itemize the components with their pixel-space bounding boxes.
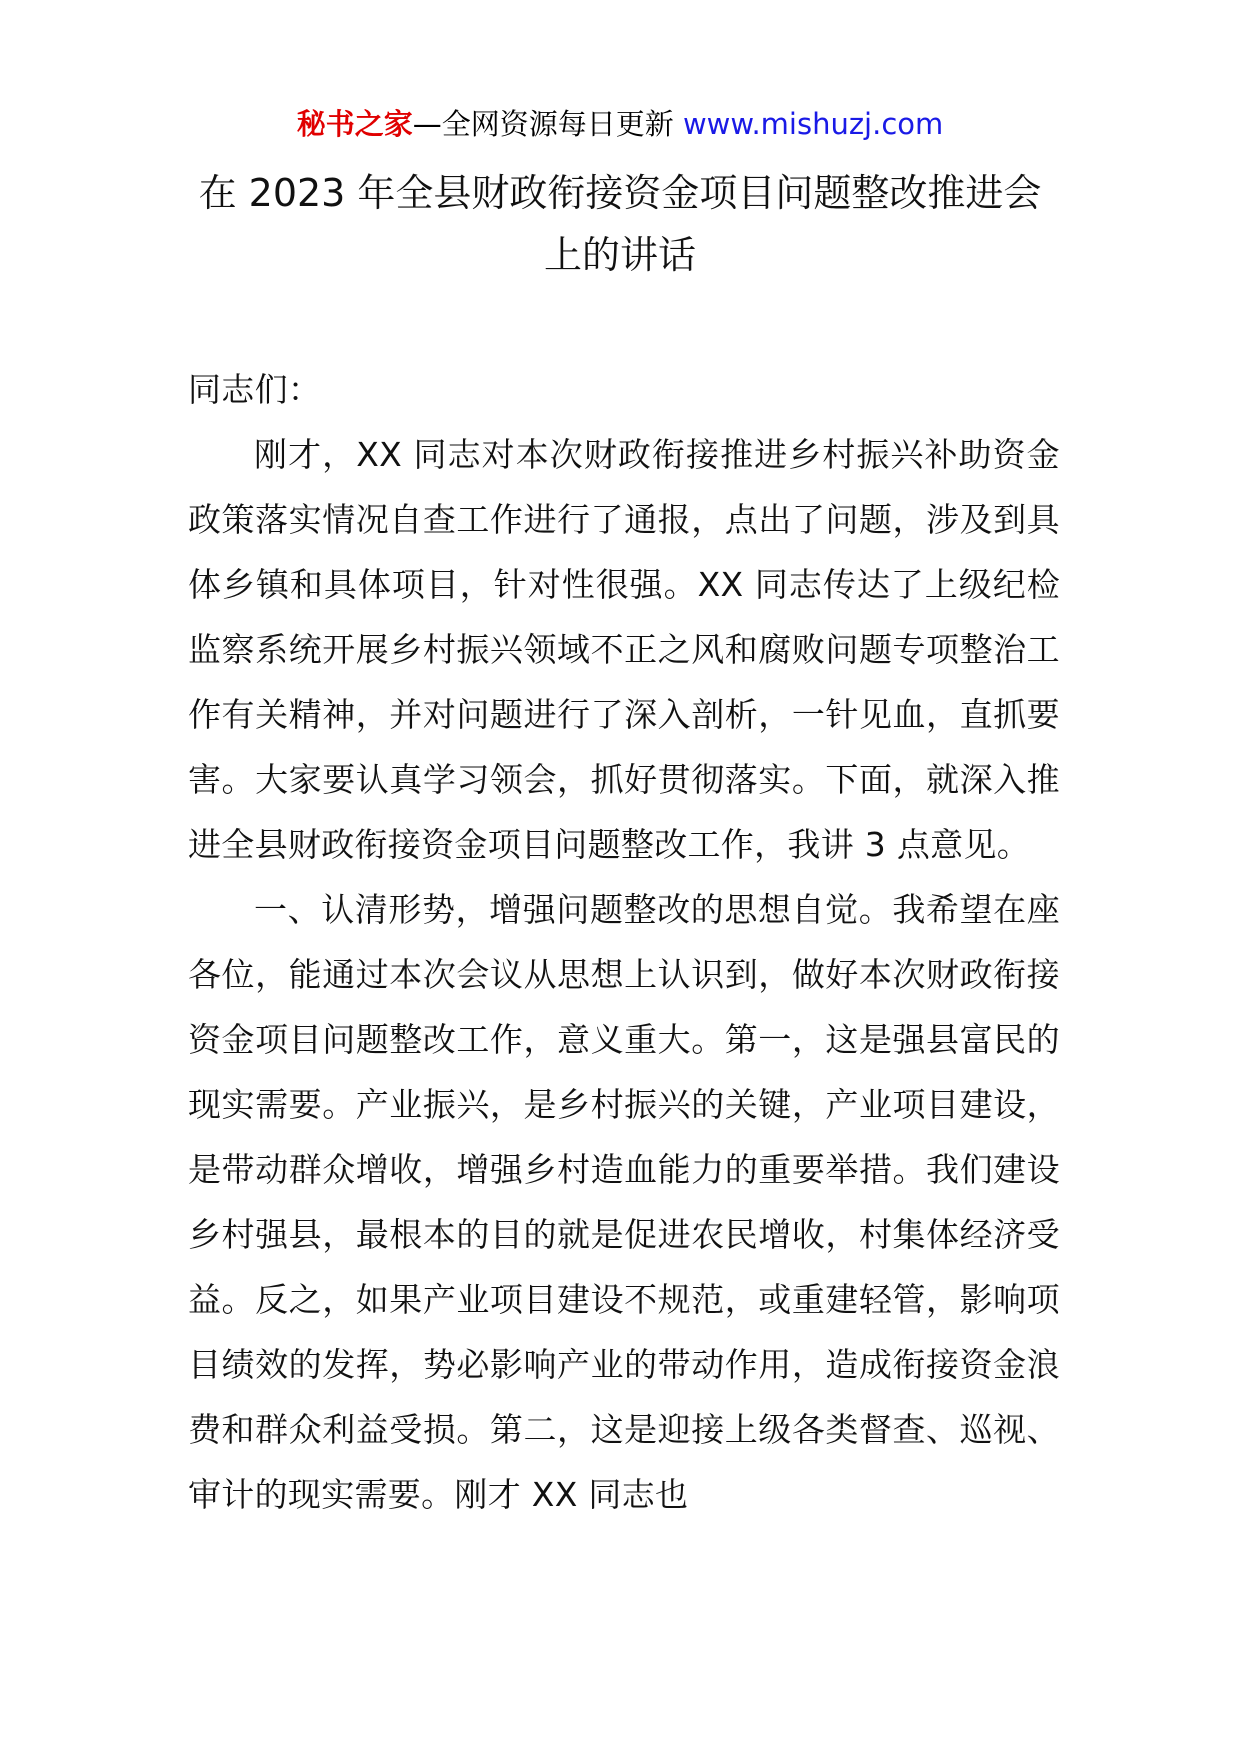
watermark-header: [0, 104, 1240, 144]
paragraph-2: 一、认清形势，增强问题整改的思想自觉。我希望在座各位，能通过本次会议从思想上认识到，做好本次财政衔接资金项目问题整改工作，意义重大。第一，这是强县富民的现实需要。产业振兴，是乡村振兴的关键，产业项目建设，是带动群众增收，增强乡村造血能力的重要举措。我们建设乡村强县，最根本的目的就是促进农民增收，村集体经济受益。反之，如果产业项目建设不规范，或重建轻管，影响项目绩效的发挥，势必影响产业的带动作用，造成衔接资金浪费和群众利益受损。第二，这是迎接上级各类督查、巡视、审计的现实需要。刚才 XX 同志也: [188, 890, 1060, 1514]
document-title: 在 2023 年全县财政衔接资金项目问题整改推进会上的讲话: [198, 171, 1042, 277]
salutation: 同志们：: [188, 370, 322, 409]
site-url: www.mishuzj.com: [682, 107, 944, 141]
brand-name: 秘书之家: [296, 107, 413, 141]
paragraph-1: 刚才，XX 同志对本次财政衔接推进乡村振兴补助资金政策落实情况自查工作进行了通报，点出了问题，涉及到具体乡镇和具体项目，针对性很强。XX 同志传达了上级纪检监察系统开展乡村振兴领域不正之风和腐败问题专项整治工作有关精神，并对问题进行了深入剖析，一针见血，直抓要害。大家要认真学习领会，抓好贯彻落实。下面，就深入推进全县财政衔接资金项目问题整改工作，我讲 3 点意见。: [188, 435, 1060, 864]
document-body: [188, 357, 1060, 1527]
header-tagline: —全网资源每日更新: [412, 107, 683, 141]
